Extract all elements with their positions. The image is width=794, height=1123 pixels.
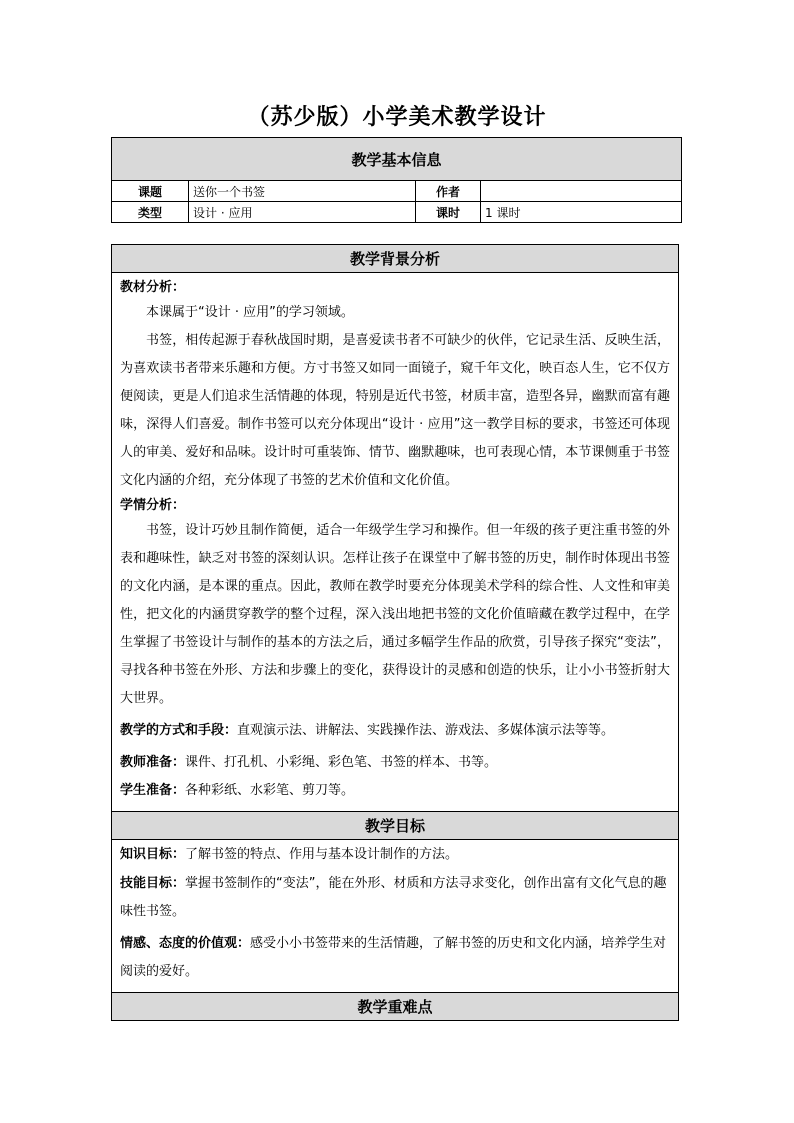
student-prep-line xyxy=(120,777,670,805)
topic-value: 送你一个书签 xyxy=(189,181,416,202)
background-section xyxy=(112,273,679,812)
student-analysis-text: 书签，设计巧妙且制作简便，适合一年级学生学习和操作。但一年级的孩子更注重书签的外表和趣味性，缺乏对书签的深刻认识。怎样让孩子在课堂中了解书签的历史，制作时体现出书签的文化内涵，是本课的重点。因此，教师在教学时要充分体现美术学科的综合性、人文性和审美性，把文化的内涵贯穿教学的整个过程，深入浅出地把书签的文化价值暗藏在教学过程中，在学生掌握了书签设计与制作的基本的方法之后，通过多幅学生作品的欣赏，引导孩子探究“变法”，寻找各种书签在外形、方法和步骤上的变化，获得设计的灵感和创造的快乐，让小小书签折射大大世界。 xyxy=(120,523,670,706)
skill-goal-text: 掌握书签制作的“变法”，能在外形、材质和方法寻求变化，创作出富有文化气息的趣味性书签。 xyxy=(120,876,667,919)
material-analysis-text: 书签，相传起源于春秋战国时期，是喜爱读书者不可缺少的伙伴，它记录生活、反映生活，为喜欢读书者带来乐趣和方便。方寸书签又如同一面镜子，窥千年文化，映百态人生，它不仅方便阅读，更是人们追求生活情趣的体现，特别是近代书签，材质丰富，造型各异，幽默而富有趣味，深得人们喜爱。制作书签可以充分体现出“设计 · 应用”这一教学目标的要求，书签还可体现人的审美、爱好和品味。设计时可重装饰、情节、幽默趣味，也可表现心情，本节课侧重于书签文化内涵的介绍，充分体现了书签的艺术价值和文化价值。 xyxy=(120,333,670,488)
student-prep-text: 各种彩纸、水彩笔、剪刀等。 xyxy=(185,783,355,798)
info-row xyxy=(112,202,682,223)
info-row xyxy=(112,181,682,202)
lesson-design-table xyxy=(111,244,679,1021)
knowledge-goal-text: 了解书签的特点、作用与基本设计制作的方法。 xyxy=(185,847,459,862)
teacher-prep-line xyxy=(120,749,670,777)
author-value xyxy=(481,181,682,202)
type-value: 设计 · 应用 xyxy=(189,202,416,223)
teacher-prep-label: 教师准备： xyxy=(120,755,186,770)
emotion-goal-text: 感受小小书签带来的生活情趣，了解书签的历史和文化内涵，培养学生对阅读的爱好。 xyxy=(120,936,667,979)
teaching-method-label: 教学的方式和手段： xyxy=(120,723,238,738)
basic-info-header: 教学基本信息 xyxy=(112,138,682,181)
teaching-method-line xyxy=(120,717,670,745)
skill-goal-line xyxy=(120,870,670,926)
goals-section xyxy=(112,840,679,993)
topic-label: 课题 xyxy=(112,181,189,202)
background-header: 教学背景分析 xyxy=(112,245,679,273)
emotion-goal-label: 情感、态度的价值观： xyxy=(120,936,251,951)
difficulty-header: 教学重难点 xyxy=(112,993,679,1021)
skill-goal-label: 技能目标： xyxy=(120,876,186,891)
teacher-prep-text: 课件、打孔机、小彩绳、彩色笔、书签的样本、书等。 xyxy=(185,755,498,770)
material-analysis-label: 教材分析： xyxy=(120,280,186,295)
teaching-method-text: 直观演示法、讲解法、实践操作法、游戏法、多媒体演示法等等。 xyxy=(237,723,615,738)
author-label: 作者 xyxy=(416,181,481,202)
material-analysis-intro: 本课属于“设计 · 应用”的学习领域。 xyxy=(146,305,354,320)
type-label: 类型 xyxy=(112,202,189,223)
knowledge-goal-line xyxy=(120,844,670,866)
knowledge-goal-label: 知识目标： xyxy=(120,847,186,862)
student-analysis-label: 学情分析： xyxy=(120,498,186,513)
basic-info-table xyxy=(111,137,682,223)
emotion-goal-line xyxy=(120,930,670,986)
period-value: 1 课时 xyxy=(481,202,682,223)
period-label: 课时 xyxy=(416,202,481,223)
page-title: （苏少版）小学美术教学设计 xyxy=(247,105,547,130)
goals-header: 教学目标 xyxy=(112,812,679,840)
student-prep-label: 学生准备： xyxy=(120,783,186,798)
